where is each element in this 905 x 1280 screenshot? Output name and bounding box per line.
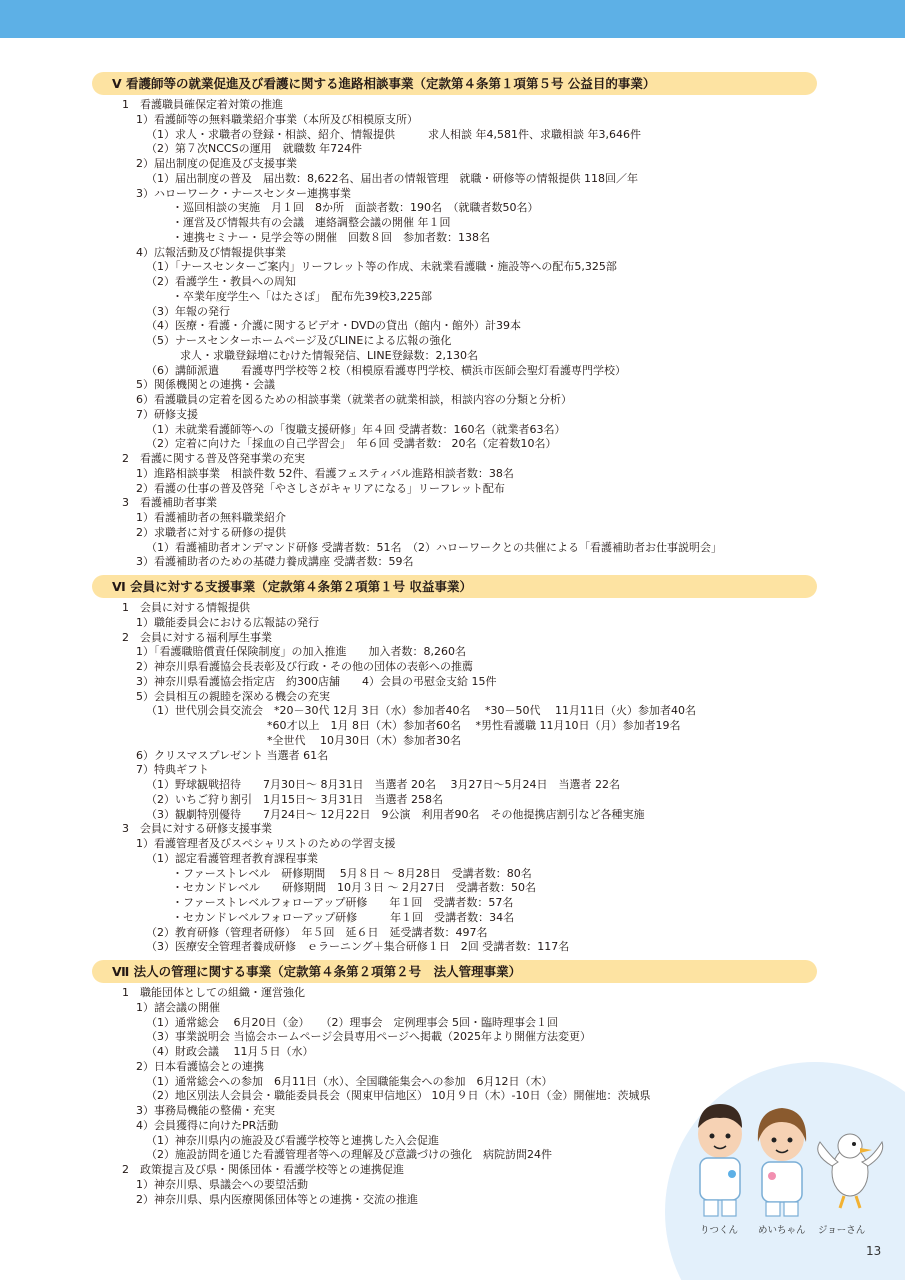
section-line: （2）施設訪問を通じた看護管理者等への理解及び意識づけの強化 病院訪問24件 [146, 1148, 552, 1162]
section-line: （1）認定看護管理者教育課程事業 [146, 851, 318, 865]
section-line: （1）未就業看護師等への「復職支援研修」年４回 受講者数：160名（就業者63名） [146, 422, 566, 436]
section-line: （2）地区別法人会員会・職能委員長会（関東甲信地区） 10月９日（木）-10日（金）開催地：茨城県 [146, 1089, 651, 1103]
section-line: 1）「看護職賠償責任保険制度」の加入推進 加入者数：8,260名 [136, 645, 466, 659]
section-line: *全世代 10月30日（木）参加者30名 [146, 733, 461, 747]
section-line: （1）求人・求職者の登録・相談、紹介、情報提供 求人相談 年4,581件、求職相談 年3,646件 [146, 127, 641, 141]
section-line: ・卒業年度学生へ「はたさぽ」 配布先39校3,225部 [172, 289, 432, 303]
section-line: 1 看護職員確保定着対策の推進 [122, 98, 283, 111]
section-line: （1）世代別会員交流会 *20－30代 12月 3日（水）参加者40名 *30－50代 11月11日（火）参加者40名 [146, 704, 696, 718]
section-line: 1）看護師等の無料職業紹介事業（本所及び相模原支所） [136, 112, 418, 126]
section-line: 4）広報活動及び情報提供事業 [136, 245, 286, 259]
section-line: （4）医療・看護・介護に関するビデオ・DVDの貸出（館内・館外）計39本 [146, 319, 522, 333]
section-line: 7）特典ギフト [136, 763, 209, 777]
section-line: 1）職能委員会における広報誌の発行 [136, 615, 319, 629]
section-line: （2）いちご狩り割引 1月15日～ 3月31日 当選者 258名 [146, 792, 443, 806]
section-line: 3）神奈川県看護協会指定店 約300店舗 4）会員の弔慰金支給 15件 [136, 674, 497, 688]
section-line: 4）会員獲得に向けたPR活動 [136, 1118, 279, 1132]
section-line: 5）会員相互の親睦を深める機会の充実 [136, 689, 330, 703]
section-line: （1）届出制度の普及 届出数：8,622名、届出者の情報管理 就職・研修等の情報提供 118回／年 [146, 171, 638, 185]
page-number: 13 [866, 1244, 882, 1258]
section-line: 2）神奈川県看護協会長表彰及び行政・その他の団体の表彰への推薦 [136, 660, 473, 673]
section-line: （2）定着に向けた「採血の自己学習会」 年６回 受講者数： 20名（定着数10名） [146, 437, 557, 451]
section-line: 2）求職者に対する研修の提供 [136, 525, 286, 539]
section-line: 1）看護管理者及びスペシャリストのための学習支援 [136, 837, 396, 850]
section-line: （3）医療安全管理者養成研修 ｅラーニング＋集合研修１日 2回 受講者数：117名 [146, 940, 570, 954]
section-line: （6）講師派遣 看護専門学校等２校（相模原看護専門学校、横浜市医師会聖灯看護専門学校） [146, 363, 626, 377]
section-line: （3）事業説明会 当協会ホームページ会員専用ページへ掲載（2025年より開催方法変更） [146, 1030, 592, 1044]
section-line: 1）諸会議の開催 [136, 1000, 220, 1014]
section-line: ・ファーストレベル 研修期間 5月８日 ～ 8月28日 受講者数：80名 [172, 866, 532, 880]
section-line: （1）看護補助者オンデマンド研修 受講者数：51名 （2）ハローワークとの共催による「看護補助者お仕事説明会」 [146, 540, 722, 554]
section-line: （3）観劇特別優待 7月24日～ 12月22日 9公演 利用者90名 その他提携店割引など各種実施 [146, 807, 645, 821]
section-line: （2）教育研修（管理者研修） 年５回 延６日 延受講者数：497名 [146, 925, 488, 939]
section-line: （1）野球観戦招待 7月30日～ 8月31日 当選者 20名 3月27日～5月24日 当選者 22名 [146, 778, 620, 791]
mascot-caption-josan: ジョーさん [818, 1225, 866, 1236]
section-line: （2）看護学生・教員への周知 [146, 275, 296, 288]
section-line: 2）神奈川県、県内医療関係団体等との連携・交流の推進 [136, 1192, 418, 1206]
top-color-band [0, 0, 905, 38]
section-line: ・連携セミナー・見学会等の開催 回数８回 参加者数：138名 [172, 230, 490, 244]
section-line: ・巡回相談の実施 月１回 8か所 面談者数：190名 （就職者数50名） [172, 201, 539, 215]
section-line: （1）神奈川県内の施設及び看護学校等と連携した入会促進 [146, 1133, 439, 1147]
section-line: 求人・求職登録増にむけた情報発信、LINE登録数：2,130名 [180, 348, 479, 362]
section-heading: Ⅶ 法人の管理に関する事業（定款第４条第２項第２号 法人管理事業） [92, 960, 817, 983]
section-heading: Ⅵ 会員に対する支援事業（定款第４条第２項第１号 収益事業） [92, 575, 817, 598]
section-line: 5）関係機関との連携・会議 [136, 378, 275, 392]
section-line: （1）「ナースセンターご案内」リーフレット等の作成、未就業看護職・施設等への配布5,325部 [146, 260, 617, 274]
section-line: *60才以上 1月 8日（木）参加者60名 *男性看護職 11月10日（月）参加者19名 [146, 719, 681, 732]
section-line: （4）財政会議 11月５日（水） [146, 1045, 314, 1058]
section-line: 2）日本看護協会との連携 [136, 1059, 264, 1073]
report-body [92, 72, 817, 1207]
section-line: ・セカンドレベルフォローアップ研修 年１回 受講者数：34名 [172, 910, 515, 924]
mascot-caption-meichan: めいちゃん [758, 1225, 806, 1236]
section-line: （1）通常総会への参加 6月11日（水）、全国職能集会への参加 6月12日（木） [146, 1074, 553, 1088]
section-line: （1）通常総会 6月20日（金） （2）理事会 定例理事会 5回・臨時理事会１回 [146, 1015, 558, 1029]
section-line: 2 会員に対する福利厚生事業 [122, 630, 272, 644]
section-line: （5）ナースセンターホームページ及びLINEによる広報の強化 [146, 334, 452, 347]
section-line: 1）看護補助者の無料職業紹介 [136, 511, 286, 524]
section-line: 3）ハローワーク・ナースセンター連携事業 [136, 186, 352, 200]
section-line: 2 政策提言及び県・関係団体・看護学校等との連携促進 [122, 1163, 404, 1176]
section-line: 3 看護補助者事業 [122, 496, 217, 510]
section-line: 7）研修支援 [136, 407, 198, 421]
section-line: 2 看護に関する普及啓発事業の充実 [122, 452, 305, 465]
section-line: 1 職能団体としての組織・運営強化 [122, 986, 305, 999]
section-line: 6）看護職員の定着を図るための相談事業（就業者の就業相談，相談内容の分類と分析） [136, 393, 572, 406]
section-line: 2）看護の仕事の普及啓発「やさしさがキャリアになる」リーフレット配布 [136, 481, 505, 495]
section-line: 1）神奈川県、県議会への要望活動 [136, 1177, 308, 1191]
section-heading: Ⅴ 看護師等の就業促進及び看護に関する進路相談事業（定款第４条第１項第５号 公益目的事業） [92, 72, 817, 95]
section-line: 3）看護補助者のための基礎力養成講座 受講者数：59名 [136, 555, 414, 569]
section-line: ・運営及び情報共有の会議 連絡調整会議の開催 年１回 [172, 216, 451, 229]
section-line: 1 会員に対する情報提供 [122, 601, 250, 614]
section-line: ・セカンドレベル 研修期間 10月３日 ～ 2月27日 受講者数：50名 [172, 881, 536, 895]
section-line: ・ファーストレベルフォローアップ研修 年１回 受講者数：57名 [172, 896, 514, 909]
section-line: 3）事務局機能の整備・充実 [136, 1104, 275, 1117]
section-line: 1）進路相談事業 相談件数 52件、看護フェスティバル進路相談者数：38名 [136, 466, 514, 480]
section-line: （2）第７次NCCSの運用 就職数 年724件 [146, 142, 363, 156]
section-line: （3）年報の発行 [146, 304, 230, 318]
section-line: 3 会員に対する研修支援事業 [122, 822, 272, 836]
section-line: 6）クリスマスプレゼント 当選者 61名 [136, 748, 329, 762]
mascot-caption-ritsukun: りつくん [700, 1225, 739, 1236]
section-line: 2）届出制度の促進及び支援事業 [136, 157, 297, 170]
